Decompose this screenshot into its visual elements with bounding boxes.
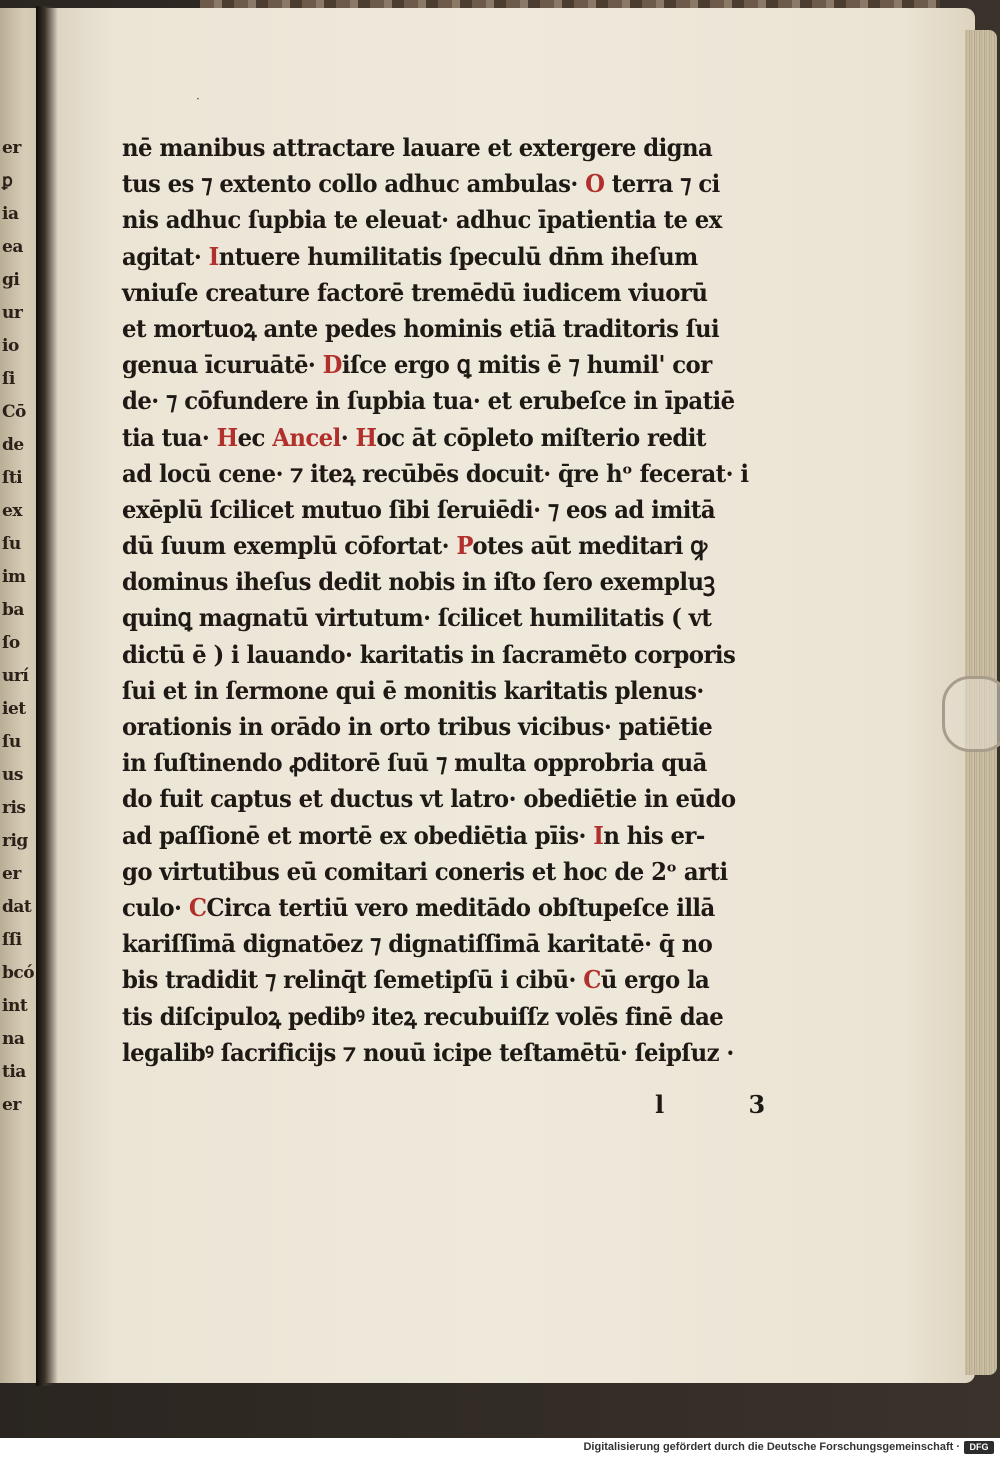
text-segment: dū ſuum exemplū cōfortat· bbox=[122, 531, 457, 561]
rubricated-text: C bbox=[583, 965, 601, 995]
facing-page-fragment: im bbox=[2, 567, 26, 587]
text-segment: agitat· bbox=[122, 241, 209, 271]
text-segment: ū ergo la bbox=[600, 965, 710, 995]
text-segment: Circa tertiū vero meditādo obſtupeſce illā bbox=[206, 892, 715, 922]
text-segment: ntuere humilitatis ſpeculū dn̄m iheſum bbox=[218, 241, 698, 271]
text-segment: genua īcuruātē· bbox=[122, 350, 323, 380]
book-clip bbox=[942, 676, 1000, 752]
facing-page-fragment: urí bbox=[2, 666, 29, 686]
rubricated-text: H bbox=[355, 422, 377, 452]
facing-page-fragment: us bbox=[2, 765, 23, 785]
facing-page-fragment: dat bbox=[2, 897, 32, 917]
text-line bbox=[122, 709, 713, 745]
text-line bbox=[122, 673, 704, 709]
rubricated-text: I bbox=[208, 241, 219, 271]
text-segment: bis tradidit ⁊ relinq̄t ſemetipſū i cibū· bbox=[122, 965, 584, 995]
text-segment: quinꝗ magnatū virtutum· ſcilicet humilitatis ( vt bbox=[122, 603, 712, 633]
text-segment: et mortuoꝝ ante pedes hominis etiā traditoris ſui bbox=[122, 313, 720, 343]
facing-page-fragment: ur bbox=[2, 303, 23, 323]
text-segment: kariſſimā dignatōez ⁊ dignatiſſimā karitatē· q̄ no bbox=[122, 929, 713, 959]
text-segment: ſui et in ſermone qui ē monitis karitatis plenus· bbox=[122, 675, 704, 705]
text-line bbox=[122, 239, 699, 275]
facing-page-fragment: ſu bbox=[2, 732, 21, 752]
text-line bbox=[122, 420, 706, 456]
text-line bbox=[122, 456, 749, 492]
text-line bbox=[122, 275, 708, 311]
text-segment: dominus iheſus dedit nobis in iſto ſero exempluꝫ bbox=[122, 567, 715, 597]
text-line bbox=[122, 130, 713, 166]
text-line bbox=[122, 347, 712, 383]
facing-page-fragment: de bbox=[2, 435, 24, 455]
text-segment: oc āt cōpleto miſterio redit bbox=[376, 422, 706, 452]
text-segment: ec bbox=[237, 422, 273, 452]
text-segment: do fuit captus et ductus vt latro· obediētie in eūdo bbox=[122, 784, 736, 814]
text-segment: tus es ⁊ extento collo adhuc ambulas· bbox=[122, 169, 586, 199]
text-line bbox=[122, 745, 707, 781]
facing-page-fragment: iet bbox=[2, 699, 26, 719]
facing-page-fragment: er bbox=[2, 864, 21, 884]
text-block bbox=[122, 130, 749, 1071]
folio-signature: l 3 bbox=[655, 1090, 804, 1119]
text-line bbox=[122, 890, 715, 926]
text-segment: vniuſe creature factorē tremēdū iudicem viuorū bbox=[122, 277, 708, 307]
text-segment: terra ⁊ ci bbox=[604, 169, 720, 199]
text-line bbox=[122, 311, 720, 347]
text-segment: nē manibus attractare lauare et extergere digna bbox=[122, 133, 713, 162]
text-line bbox=[122, 781, 736, 817]
text-line bbox=[122, 962, 710, 998]
text-segment: otes aūt meditari ꝙ bbox=[472, 531, 707, 561]
facing-page-fragment: ba bbox=[2, 600, 24, 620]
facing-page-fragment: ſu bbox=[2, 534, 21, 554]
text-line bbox=[122, 854, 728, 890]
facing-page-fragment: ſti bbox=[2, 468, 23, 488]
facing-page-fragment: ſo bbox=[2, 633, 20, 653]
text-segment: culo· bbox=[122, 892, 189, 922]
facing-page-fragment: gi bbox=[2, 270, 20, 290]
facing-page-fragment: tia bbox=[2, 1062, 26, 1082]
facing-page-fragment: Cō bbox=[2, 402, 26, 422]
facing-page-fragment: rig bbox=[2, 831, 28, 851]
text-line bbox=[122, 564, 715, 600]
rubricated-text: O bbox=[585, 169, 605, 199]
rubricated-text: I bbox=[593, 820, 604, 850]
text-line bbox=[122, 528, 707, 564]
facing-page-fragment: bcó bbox=[2, 963, 35, 983]
text-segment: ad paſſionē et mortē ex obediētia pīis· bbox=[122, 820, 594, 850]
text-segment: tia tua· bbox=[122, 422, 217, 452]
facing-page-fragment: ſſi bbox=[2, 930, 22, 950]
dfg-logo: DFG bbox=[964, 1441, 994, 1454]
text-line bbox=[122, 166, 720, 202]
facing-page-fragment: int bbox=[2, 996, 28, 1016]
facing-page-fragment: ris bbox=[2, 798, 26, 818]
text-segment: n his er- bbox=[603, 820, 705, 850]
text-segment: iſce ergo ꝗ mitis ē ⁊ humil' cor bbox=[341, 350, 712, 380]
rubricated-text: P bbox=[456, 531, 473, 561]
text-line bbox=[122, 999, 724, 1035]
text-line bbox=[122, 818, 705, 854]
facing-page-fragment: ex bbox=[2, 501, 22, 521]
text-segment: in ſuſtinendo ꝓditorē ſuū ⁊ multa opprobria quā bbox=[122, 748, 707, 778]
facing-page-fragment: ꝑ bbox=[2, 171, 13, 191]
facing-page-fragment: na bbox=[2, 1029, 25, 1049]
text-segment: legalibꝰ ſacrificijs ⁊ nouū icipe teſtamētū· ſeipſuz · bbox=[122, 1037, 734, 1067]
text-line bbox=[122, 600, 712, 636]
rubricated-text: H bbox=[216, 422, 238, 452]
funding-notice: Digitalisierung gefördert durch die Deutsche Forschungsgemeinschaft · bbox=[583, 1441, 960, 1453]
rubricated-text: C bbox=[188, 892, 207, 922]
rubricated-text: Ancel bbox=[272, 422, 341, 452]
text-line bbox=[122, 202, 722, 238]
text-segment: go virtutibus eū comitari coneris et hoc de 2ᵒ arti bbox=[122, 856, 728, 886]
facing-page-fragment: er bbox=[2, 138, 21, 158]
footer-bar bbox=[0, 1438, 1000, 1458]
text-segment: tis diſcipuloꝝ pedibꝰ iteꝝ recubuiſſz volēs finē dae bbox=[122, 1001, 724, 1031]
facing-page-fragment: ia bbox=[2, 204, 19, 224]
facing-page-fragment: io bbox=[2, 336, 19, 356]
text-segment: exēplū ſcilicet mutuo ſibi ſeruiēdi· ⁊ eos ad imitā bbox=[122, 494, 716, 524]
text-line bbox=[122, 926, 713, 962]
text-segment: nis adhuc ſupbia te eleuat· adhuc īpatientia te ex bbox=[122, 205, 722, 235]
text-segment: ad locū cene· ⁊ iteꝝ recūbēs docuit· q̄re hᵒ fecerat· i bbox=[122, 458, 749, 488]
text-line bbox=[122, 492, 716, 528]
text-line bbox=[122, 383, 735, 419]
gutter-shadow bbox=[36, 6, 58, 1386]
pencil-mark: · bbox=[196, 92, 200, 106]
text-segment: de· ⁊ cōfundere in ſupbia tua· et erubeſce in īpatiē bbox=[122, 386, 735, 416]
facing-page-fragment: ea bbox=[2, 237, 23, 257]
text-segment: orationis in orādo in orto tribus vicibus· patiētie bbox=[122, 712, 713, 741]
text-line bbox=[122, 1035, 734, 1071]
text-line bbox=[122, 637, 736, 673]
rubricated-text: D bbox=[322, 350, 342, 380]
text-segment: · bbox=[340, 422, 356, 452]
facing-page-fragment: er bbox=[2, 1095, 21, 1115]
facing-page-fragment: ſi bbox=[2, 369, 15, 389]
text-segment: dictū ē ) i lauando· karitatis in ſacramēto corporis bbox=[122, 639, 736, 669]
